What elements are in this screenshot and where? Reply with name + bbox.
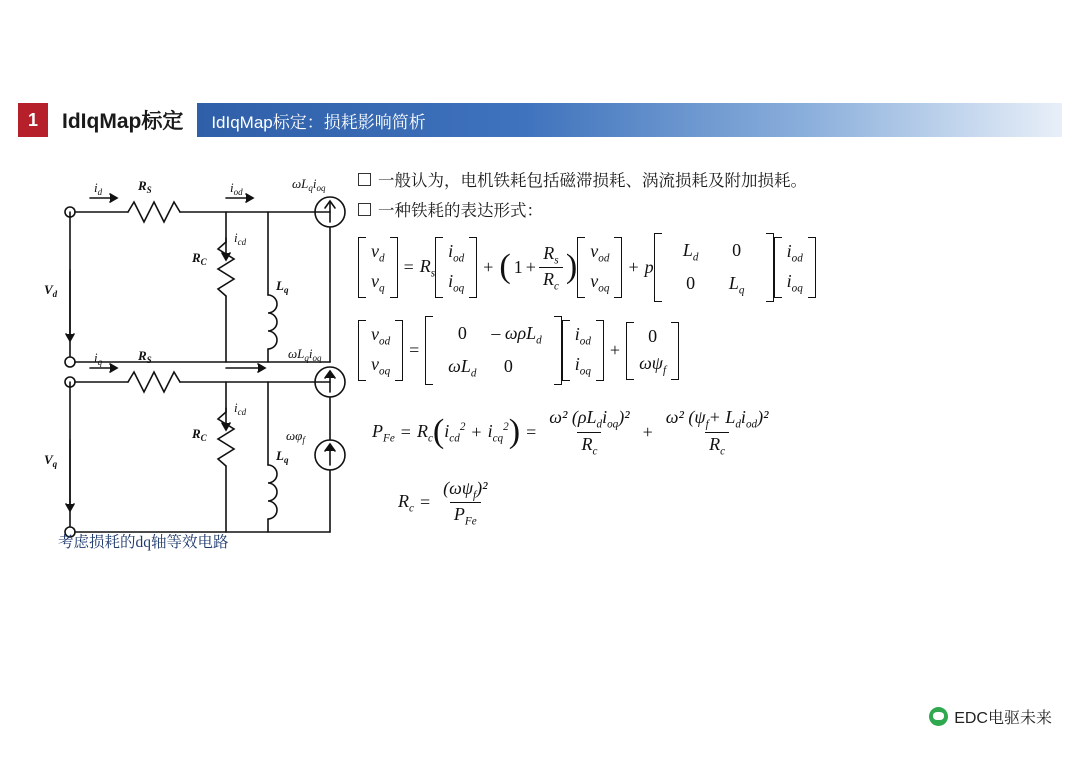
label-rs-d: $R_S$ bbox=[138, 178, 152, 195]
label-iod: $i_{od}$ bbox=[230, 180, 243, 197]
eq3-icd: $i_{cd}^2$ bbox=[444, 420, 466, 445]
equation-4 bbox=[358, 478, 1058, 528]
eq1-equals: = bbox=[403, 257, 414, 278]
eq3-plus-inner: + bbox=[471, 421, 482, 442]
label-source-q: $\omega L_qi_{oq}$ bbox=[288, 346, 322, 363]
eq3-plus-outer: + bbox=[642, 421, 653, 442]
eq1-one: 1 bbox=[513, 257, 523, 278]
eq3-equals: = bbox=[400, 421, 411, 442]
eq3-rc: $R_c$ bbox=[416, 420, 433, 445]
label-id: $i_d$ bbox=[94, 180, 103, 197]
label-vd: $V_d$ bbox=[44, 282, 58, 299]
eq2-flux-vector: 0 $\omega\psi_f$ bbox=[626, 322, 679, 380]
eq1-inductance-matrix: $L_d$ 0 0 $L_q$ bbox=[654, 233, 774, 302]
eq2-lhs-vector: $v_{od}$ $v_{oq}$ bbox=[358, 320, 403, 381]
paren-close: ) bbox=[508, 413, 521, 451]
section-number-badge: 1 bbox=[18, 103, 48, 137]
eq1-lhs-row1: $v_d$ bbox=[371, 241, 385, 265]
subtitle-bar bbox=[197, 103, 1062, 137]
eq4-fraction: $\frac{(\omega\psi_f)^2}{P_{Fe}}$ bbox=[443, 477, 488, 528]
eq1-lhs-row2: $v_q$ bbox=[371, 270, 385, 295]
equation-1 bbox=[358, 233, 1058, 302]
square-bullet-icon bbox=[358, 173, 371, 186]
paren-open: ( bbox=[432, 413, 445, 451]
circuit-caption: 考虑损耗的dq轴等效电路 bbox=[58, 534, 229, 551]
bracket-left bbox=[358, 237, 366, 298]
eq3-term-2: $\frac{\omega^2 (\psi_f+ L_di_{od})^2}{R_c}$ bbox=[665, 407, 769, 458]
label-lq-q: $L_q$ bbox=[276, 448, 289, 465]
label-rs-q: $R_S$ bbox=[138, 348, 152, 365]
wechat-logo-icon bbox=[929, 707, 948, 726]
eq3-equals-2: = bbox=[526, 421, 537, 442]
eq2-equals: = bbox=[409, 340, 420, 361]
eq4-equals: = bbox=[419, 492, 431, 513]
label-lq-d: $L_q$ bbox=[276, 278, 289, 295]
eq1-current-vector: $i_{od}$ $i_{oq}$ bbox=[435, 237, 477, 298]
label-vq: $V_q$ bbox=[44, 452, 58, 469]
bullet-text: 一般认为，电机铁耗包括磁滞损耗、涡流损耗及附加损耗。 bbox=[378, 171, 807, 190]
slide-header bbox=[18, 103, 1062, 137]
eq1-rs: $R_s$ bbox=[419, 255, 436, 280]
paren-close: ) bbox=[565, 248, 578, 286]
circuit-svg bbox=[30, 150, 360, 570]
equation-3 bbox=[358, 407, 1058, 457]
eq1-plus-3: + bbox=[628, 257, 639, 278]
label-iq: $i_q$ bbox=[94, 350, 103, 367]
paren-open: ( bbox=[499, 248, 511, 286]
label-source-d: $\omega L_qi_{oq}$ bbox=[292, 176, 326, 193]
bracket-right bbox=[390, 237, 398, 298]
bullet-item bbox=[358, 198, 1058, 224]
label-rc-d: $R_C$ bbox=[192, 250, 207, 267]
eq1-plus-2: + bbox=[525, 257, 536, 278]
brand-text: EDC电驱未来 bbox=[954, 710, 1052, 727]
eq1-lhs-vector bbox=[358, 237, 398, 298]
equivalent-circuit-diagram bbox=[30, 150, 360, 570]
eq1-current-vector-2: $i_{od}$ $i_{oq}$ bbox=[774, 237, 816, 298]
eq2-matrix: 0 – ωρL$_d$ $\omega L_d$ 0 bbox=[425, 316, 561, 385]
square-bullet-icon bbox=[358, 203, 371, 216]
eq2-current-vector: $i_{od}$ $i_{oq}$ bbox=[562, 320, 604, 381]
eq4-rc: $R_c$ bbox=[398, 490, 414, 515]
label-icd-d: $i_{cd}$ bbox=[234, 230, 247, 247]
content-column bbox=[358, 168, 1058, 633]
equation-2 bbox=[358, 316, 1058, 385]
eq3-icq: $i_{cq}^2$ bbox=[487, 420, 509, 445]
brand-watermark bbox=[929, 705, 1052, 728]
label-rc-q: $R_C$ bbox=[192, 426, 207, 443]
eq1-plus-1: + bbox=[483, 257, 494, 278]
bullet-item bbox=[358, 168, 1058, 194]
eq3-term-1: $\frac{\omega^2 (\rho L_di_{oq})^2}{R_c}$ bbox=[549, 407, 630, 458]
formula-block bbox=[358, 233, 1058, 633]
eq1-p-operator: p bbox=[644, 257, 654, 278]
eq2-plus: + bbox=[609, 340, 621, 361]
label-icd-q: $i_{cd}$ bbox=[234, 400, 247, 417]
section-title: IdIqMap标定 bbox=[62, 110, 184, 133]
label-emf: $\omega\varphi_f$ bbox=[286, 428, 305, 445]
eq3-pfe: $P_{Fe}$ bbox=[372, 420, 395, 445]
eq1-voltage-vector: $v_{od}$ $v_{oq}$ bbox=[577, 237, 622, 298]
bullet-text: 一种铁耗的表达形式： bbox=[378, 200, 543, 220]
subtitle-text: IdIqMap标定：损耗影响简析 bbox=[211, 112, 426, 132]
eq1-ratio-rs-rc: $\frac{R_s}{R_c}$ bbox=[539, 243, 563, 293]
